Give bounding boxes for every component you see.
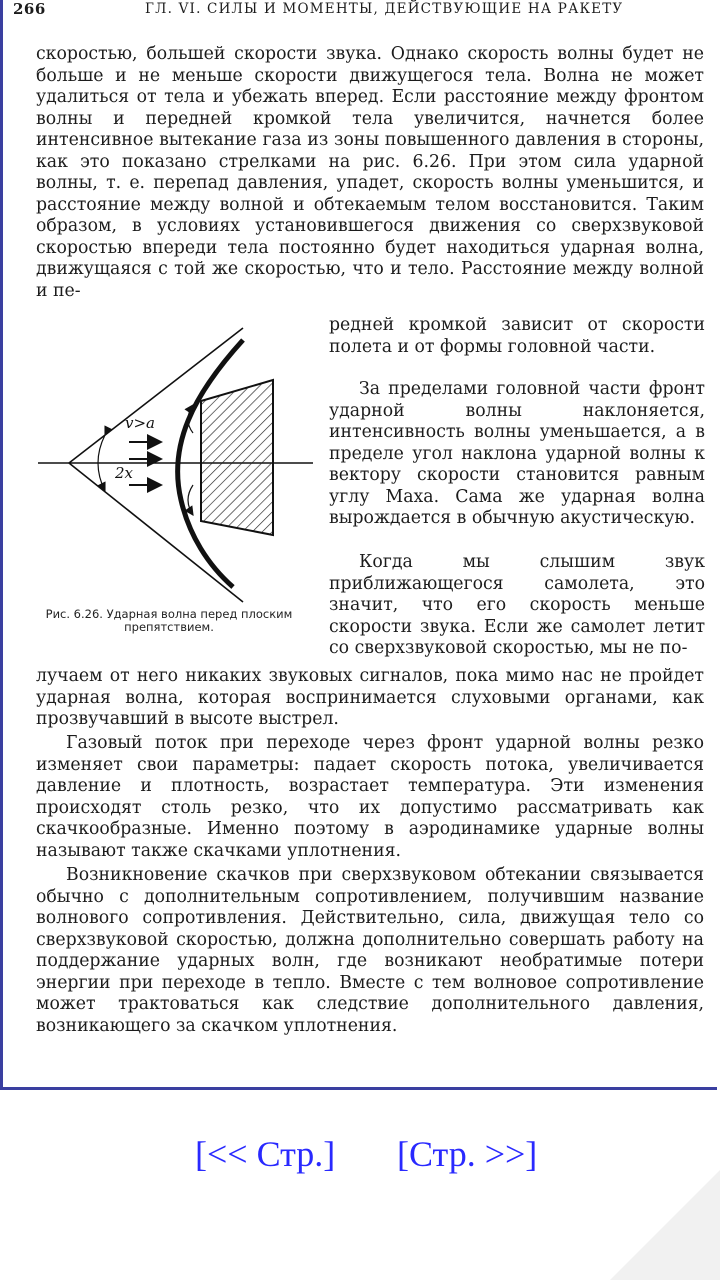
paragraph-4: Газовый поток при переходе через фронт ударной волны резко изменяет свои параметры: падает скорость потока, увеличивается давление и плотность, возрастает температура. Эти изменения происходят столь резко, что их допустимо рассматривать как скачкообразные. Именно поэтому в аэродинамике ударные волны называют также скачками уплотнения.	[36, 733, 704, 861]
angle-label: 2x	[115, 464, 134, 482]
paragraph-5: Возникновение скачков при сверхзвуковом обтекании связывается обычно с дополнительным сопротивлением, получившим название волнового сопротивления. Действительно, сила, движущая тело со сверхзвуковой скоростью, должна дополнительно совершать работу на поддержание ударных волн, где возникают необратимые потери энергии при переходе в тепло. Вместе с тем волновое сопротивление может трактоваться как следствие дополнительного давления, возникающего за скачком уплотнения.	[36, 865, 704, 1036]
paragraph-1-continuation: редней кромкой зависит от скорости полета и от формы головной части.	[329, 315, 705, 357]
figure-caption: Рис. 6.26. Ударная волна перед плоским препятствием.	[45, 607, 293, 634]
next-page-link[interactable]: [Стр. >>]	[397, 1134, 538, 1174]
obstacle-body	[201, 380, 273, 535]
paragraph-2: За пределами головной части фронт ударной волны наклоняется, интенсивность волны уменьшается, а в пределе угол наклона ударной волны к вектору скорости становится равным углу Маха. Сама же ударная волна вырождается в обычную акустическую.	[329, 379, 705, 528]
paragraph-3-full: лучаем от него никаких звуковых сигналов, пока мимо нас не пройдет ударная волна, которая воспринимается слуховыми органами, как прозвучавший в высоте выстрел.	[36, 666, 704, 729]
running-head	[13, 0, 707, 22]
shock-wave-figure	[33, 325, 318, 610]
chapter-title: ГЛ. VI. СИЛЫ И МОМЕНТЫ, ДЕЙСТВУЮЩИЕ НА РАКЕТУ	[145, 1, 624, 17]
deflection-arrow-down	[188, 485, 193, 515]
page-number: 266	[13, 0, 46, 18]
paragraph-1: скоростью, большей скорости звука. Однако скорость волны будет не больше и не меньше скорости движущегося тела. Волна не может удалиться от тела и убежать вперед. Если расстояние между фронтом волны и передней кромкой тела увеличится, начнется более интенсивное вытекание газа из зоны повышенного давления в стороны, как это показано стрелками на рис. 6.26. При этом сила ударной волны, т. е. перепад давления, упадет, скорость волны уменьшится, и расстояние между волной и обтекаемым телом восстановится. Таким образом, в условиях установившегося движения со сверхзвуковой скоростью впереди тела постоянно будет находиться ударная волна, движущаяся с той же скоростью, что и тело. Расстояние между волной и пе-	[36, 44, 704, 301]
previous-page-link[interactable]: [<< Стр.]	[195, 1134, 336, 1174]
paragraph-3-side: Когда мы слышим звук приближающегося самолета, это значит, что его скорость меньше скорости звука. Если же самолет летит со сверхзвуковой скоростью, мы не по-	[329, 552, 705, 658]
velocity-label: v>a	[125, 414, 155, 432]
page-corner-decoration	[610, 1170, 720, 1280]
